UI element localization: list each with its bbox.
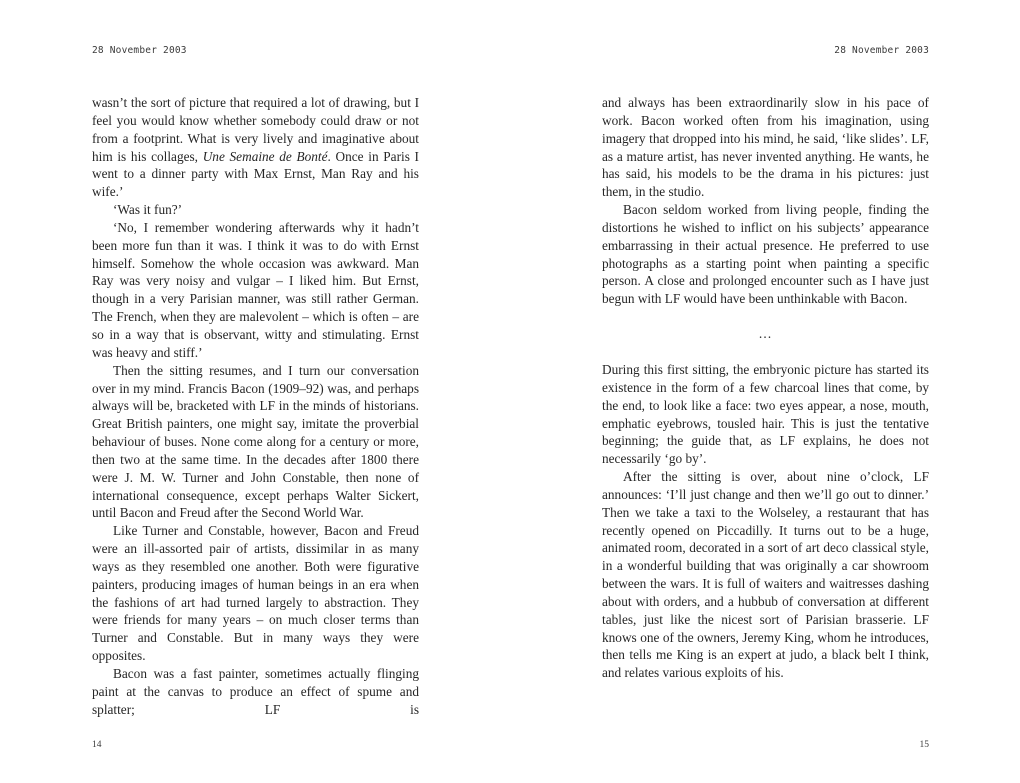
paragraph: ‘No, I remember wondering afterwards why it hadn’t been more fun than it was. I think it was to do with Ernst himself. Somehow the whole occasion was awkward. Man Ray was very noisy and vulgar – I liked him. But Ernst, though in a very Parisian manner, was still rather German. The French, when they are malevolent – which is often – are so in a way that is observant, witty and stimulating. Ernst was heavy and stiff.’ — [92, 219, 419, 360]
paragraph: Like Turner and Constable, however, Bacon and Freud were an ill-assorted pair of artists, dissimilar in as many ways as they resembled one another. Both were figurative painters, producing images of human beings in an era when the fashions of art had turned largely to abstraction. They were friends for many years – on much closer terms than Turner and Constable. But in many ways they were opposites. — [92, 523, 419, 664]
section-break-ellipsis: … — [758, 326, 773, 342]
book-title-italic: Une Semaine de Bonté — [202, 148, 328, 164]
paragraph: and always has been extraordinarily slow in his pace of work. Bacon worked often from his imagination, using imagery that dropped into his mind, he said, ‘like slides’. LF, as a mature artist, has never invented anything. He wants, he has said, his models to be the drama in his pictures: just them, in the studio. — [602, 95, 929, 200]
paragraph: wasn’t the sort of picture that required a lot of drawing, but I feel you would know whether somebody could draw or not from a footprint. What is very lively and imaginative about him is his collages, Une Semaine de Bonté. Once in Paris I went to a dinner party with Max Ernst, Man Ray and his wife.’ — [92, 95, 419, 200]
left-page-body — [92, 94, 419, 719]
paragraph: Bacon seldom worked from living people, finding the distortions he wished to inflict on his subjects’ appearance embarrassing in their actual presence. He preferred to use photographs as a starting point when painting a specific person. A close and prolonged encounter such as I have just begun with LF would have been unthinkable with Bacon. — [602, 202, 929, 307]
right-page-body — [602, 94, 929, 682]
paragraph: Then the sitting resumes, and I turn our conversation over in my mind. Francis Bacon (1909–92) was, and perhaps always will be, bracketed with LF in the minds of historians. Great British painters, one might say, imitate the proverbial behaviour of buses. None come along for a century or more, then two at the same time. In the decades after 1800 there were J. M. W. Turner and John Constable, then none of international consequence, except perhaps Walter Sickert, until Bacon and Freud after the Second World War. — [92, 362, 419, 521]
paragraph: Bacon was a fast painter, sometimes actually flinging paint at the canvas to produce an effect of spume and splatter; LF is — [92, 666, 419, 717]
running-head-right: 28 November 2003 — [834, 45, 929, 56]
page-number-right: 15 — [919, 740, 929, 750]
running-head-left: 28 November 2003 — [92, 45, 187, 56]
paragraph: After the sitting is over, about nine o’clock, LF announces: ‘I’ll just change and then we’ll go out to dinner.’ Then we take a taxi to the Wolseley, a restaurant that has recently opened on Piccadilly. It turns out to be a huge, animated room, decorated in a sort of art deco classical style, in a wonderful building that was originally a car showroom between the wars. It is full of waiters and waitresses dashing about with orders, and a hubbub of conversation at different tables, just like the nicest sort of Parisian brasserie. LF knows one of the owners, Jeremy King, whom he introduces, then tells me King is an expert at judo, a black belt I think, and relates various exploits of his. — [602, 469, 929, 681]
paragraph: During this first sitting, the embryonic picture has started its existence in the form of a few charcoal lines that come, by the end, to look like a face: two eyes appear, a nose, mouth, emphatic eyebrows, tousled hair. This is just the tentative beginning; the guide that, as LF explains, he does not necessarily ‘go by’. — [602, 361, 929, 467]
right-page — [510, 0, 1020, 783]
page-number-left: 14 — [92, 740, 102, 750]
paragraph: ‘Was it fun?’ — [113, 202, 183, 218]
